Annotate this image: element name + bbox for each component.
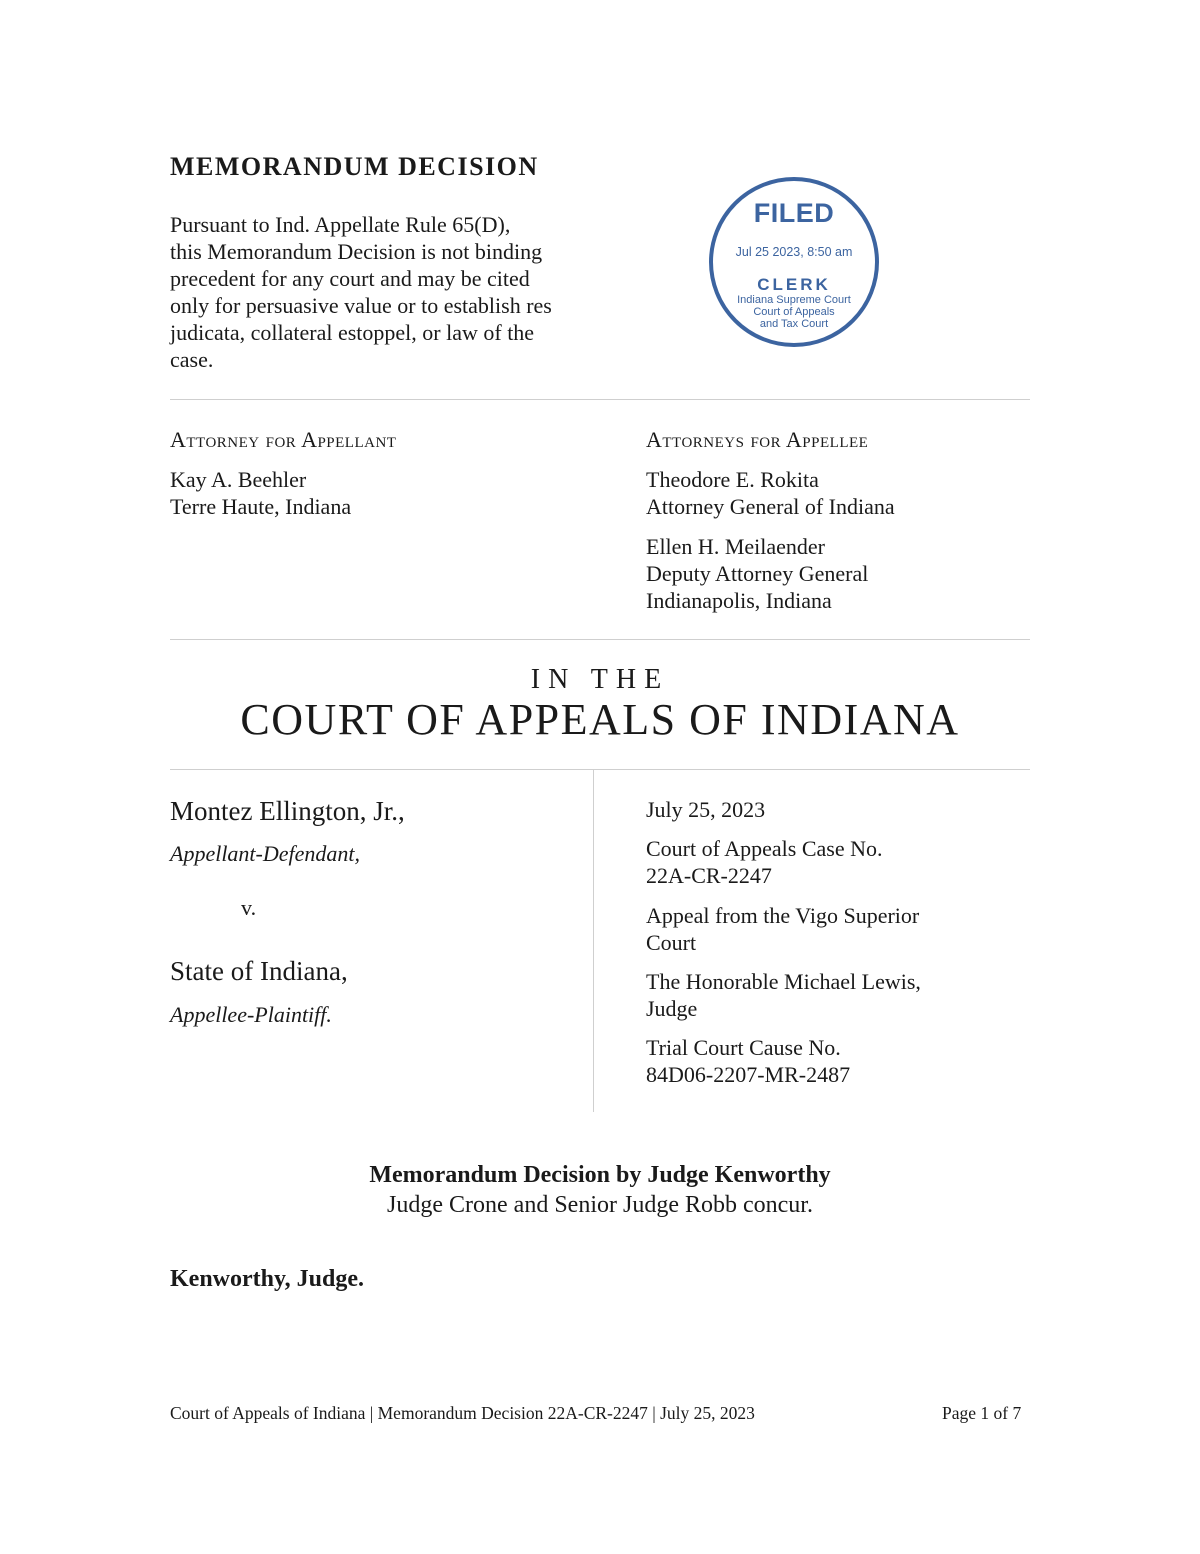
appellee-role: Appellee-Plaintiff.: [170, 1002, 332, 1027]
divider: [170, 399, 1030, 400]
filed-stamp: [709, 177, 879, 347]
court-name: COURT OF APPEALS OF INDIANA: [240, 695, 960, 744]
stamp-filed-label: FILED: [753, 198, 835, 228]
stamp-court-line: Indiana Supreme Court: [737, 294, 851, 306]
column-divider: [593, 770, 594, 1112]
stamp-court-names: [713, 294, 875, 330]
case-info-line: Trial Court Cause No.: [646, 1035, 841, 1060]
attorney-line: Indianapolis, Indiana: [646, 588, 832, 613]
attorney-line: Deputy Attorney General: [646, 561, 869, 586]
stamp-court-line: Court of Appeals: [753, 306, 835, 318]
appellant-role: Appellant-Defendant,: [170, 841, 361, 866]
decision-author-line: Memorandum Decision by Judge Kenworthy: [369, 1162, 831, 1188]
trial-judge: [646, 968, 921, 1022]
stamp-court-line: and Tax Court: [759, 318, 829, 330]
appellant-attorney-heading: Attorney for Appellant: [170, 427, 397, 452]
divider: [170, 639, 1030, 640]
stamp-date: Jul 25 2023, 8:50 am: [735, 245, 853, 259]
case-info-line: Judge: [646, 996, 698, 1021]
notice-line: this Memorandum Decision is not binding: [170, 239, 543, 264]
concurrence-line: Judge Crone and Senior Judge Robb concur.: [387, 1192, 813, 1218]
case-number: [646, 835, 882, 889]
trial-cause-number: [646, 1034, 850, 1088]
attorney-line: Ellen H. Meilaender: [646, 534, 825, 559]
case-info-line: Appeal from the Vigo Superior: [646, 903, 920, 928]
notice-line: precedent for any court and may be cited: [170, 266, 530, 291]
case-info-line: Court: [646, 930, 697, 955]
notice-line: only for persuasive value or to establish res: [170, 293, 552, 318]
notice-line: Pursuant to Ind. Appellate Rule 65(D),: [170, 212, 511, 237]
opinion-author: Kenworthy, Judge.: [170, 1266, 365, 1292]
document-title: MEMORANDUM DECISION: [170, 152, 539, 181]
attorney-line: Kay A. Beehler: [170, 467, 307, 492]
case-info-line: 84D06-2207-MR-2487: [646, 1062, 851, 1087]
court-prefix: IN THE: [530, 664, 670, 695]
appellant-attorney-block: [170, 466, 351, 520]
case-info-line: The Honorable Michael Lewis,: [646, 969, 921, 994]
stamp-clerk-label: CLERK: [757, 275, 831, 294]
attorney-line: Attorney General of Indiana: [646, 494, 895, 519]
appeal-from: [646, 902, 919, 956]
appellee-attorney-group-2: [646, 533, 868, 614]
page-number: Page 1 of 7: [942, 1403, 1022, 1423]
notice-line: judicata, collateral estoppel, or law of the: [170, 320, 535, 345]
appellee-attorney-group-1: [646, 466, 895, 520]
attorney-line: Terre Haute, Indiana: [170, 494, 352, 519]
appellee-attorneys-heading: Attorneys for Appellee: [646, 427, 869, 452]
appellant-name: Montez Ellington, Jr.,: [170, 796, 405, 826]
appellee-name: State of Indiana,: [170, 956, 348, 986]
decision-date: July 25, 2023: [646, 797, 766, 822]
notice-line: case.: [170, 347, 214, 372]
case-info-line: Court of Appeals Case No.: [646, 836, 883, 861]
decision-byline: [0, 1160, 1200, 1220]
footer-citation: Court of Appeals of Indiana | Memorandum Decision 22A-CR-2247 | July 25, 2023: [170, 1403, 755, 1423]
case-info-line: 22A-CR-2247: [646, 863, 772, 888]
precedent-notice: [170, 211, 610, 373]
attorney-line: Theodore E. Rokita: [646, 467, 819, 492]
versus: v.: [241, 895, 257, 920]
divider: [170, 769, 1030, 770]
